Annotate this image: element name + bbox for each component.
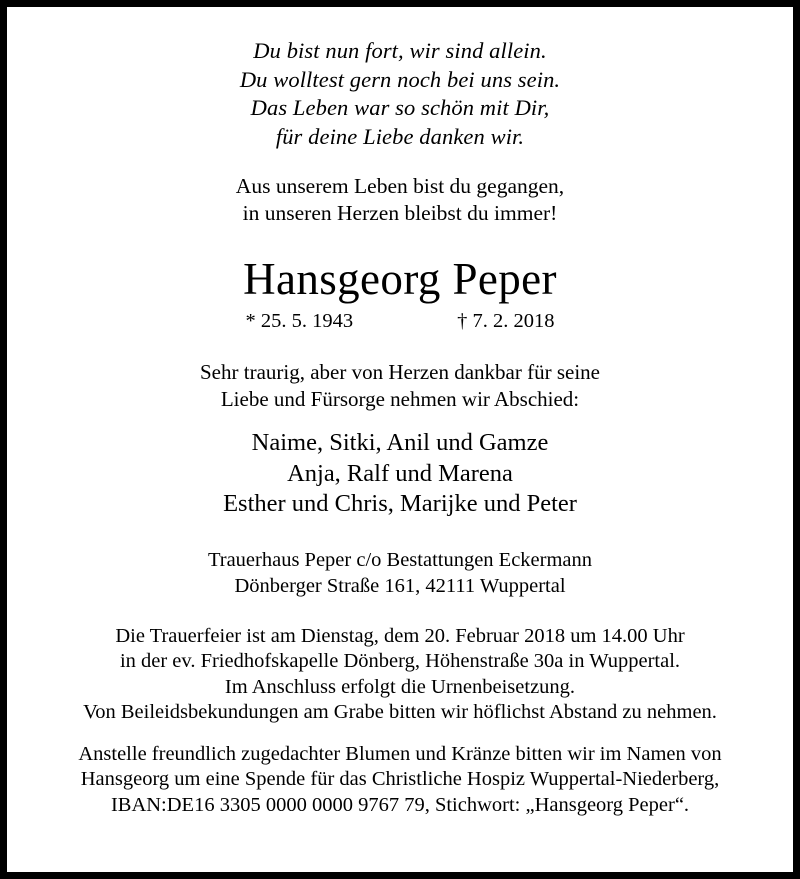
ceremony-line: Von Beileidsbekundungen am Grabe bitten wir höflichst Abstand zu nehmen. bbox=[83, 701, 717, 724]
ceremony-line: Im Anschluss erfolgt die Urnenbeisetzung. bbox=[224, 675, 576, 698]
birth-date: * 25. 5. 1943 bbox=[245, 310, 354, 333]
life-dates bbox=[29, 309, 771, 333]
mourning-house-line: Dönberger Straße 161, 42111 Wuppertal bbox=[234, 574, 566, 597]
verse-line: Du wolltest gern noch bei uns sein. bbox=[239, 66, 561, 92]
dedication-text bbox=[29, 359, 771, 412]
farewell-line: Aus unserem Leben bist du gegangen, bbox=[235, 174, 565, 199]
donation-request bbox=[29, 742, 771, 819]
ceremony-details bbox=[29, 624, 771, 726]
deceased-name: Hansgeorg Peper bbox=[243, 254, 557, 305]
death-date: † 7. 2. 2018 bbox=[457, 310, 555, 333]
ceremony-line: Die Trauerfeier ist am Dienstag, dem 20. Februar 2018 um 14.00 Uhr bbox=[115, 624, 685, 647]
mourner-line: Esther und Chris, Marijke und Peter bbox=[223, 490, 577, 518]
donation-line: Anstelle freundlich zugedachter Blumen und Kränze bitten wir im Namen von bbox=[78, 742, 722, 765]
mourner-line: Anja, Ralf und Marena bbox=[287, 459, 513, 487]
farewell-line: in unseren Herzen bleibst du immer! bbox=[242, 201, 558, 226]
dedication-line: Liebe und Fürsorge nehmen wir Abschied: bbox=[220, 386, 580, 411]
ceremony-line: in der ev. Friedhofskapelle Dönberg, Höhenstraße 30a in Wuppertal. bbox=[119, 650, 681, 673]
verse-line: Du bist nun fort, wir sind allein. bbox=[253, 38, 547, 63]
farewell-message bbox=[29, 173, 771, 227]
donation-bank-line: IBAN:DE16 3305 0000 0000 9767 79, Stichwort: „Hansgeorg Peper“. bbox=[110, 793, 690, 816]
donation-line: Hansgeorg um eine Spende für das Christliche Hospiz Wuppertal-Niederberg, bbox=[80, 768, 720, 791]
mourner-line: Naime, Sitki, Anil und Gamze bbox=[251, 429, 549, 457]
verse-line: für deine Liebe danken wir. bbox=[275, 123, 525, 149]
dedication-line: Sehr traurig, aber von Herzen dankbar für seine bbox=[200, 360, 600, 385]
mourning-house-address bbox=[29, 547, 771, 599]
mourners-list bbox=[29, 428, 771, 520]
memorial-verse bbox=[29, 37, 771, 151]
verse-line: Das Leben war so schön mit Dir, bbox=[250, 95, 550, 121]
mourning-house-line: Trauerhaus Peper c/o Bestattungen Eckermann bbox=[207, 548, 593, 571]
